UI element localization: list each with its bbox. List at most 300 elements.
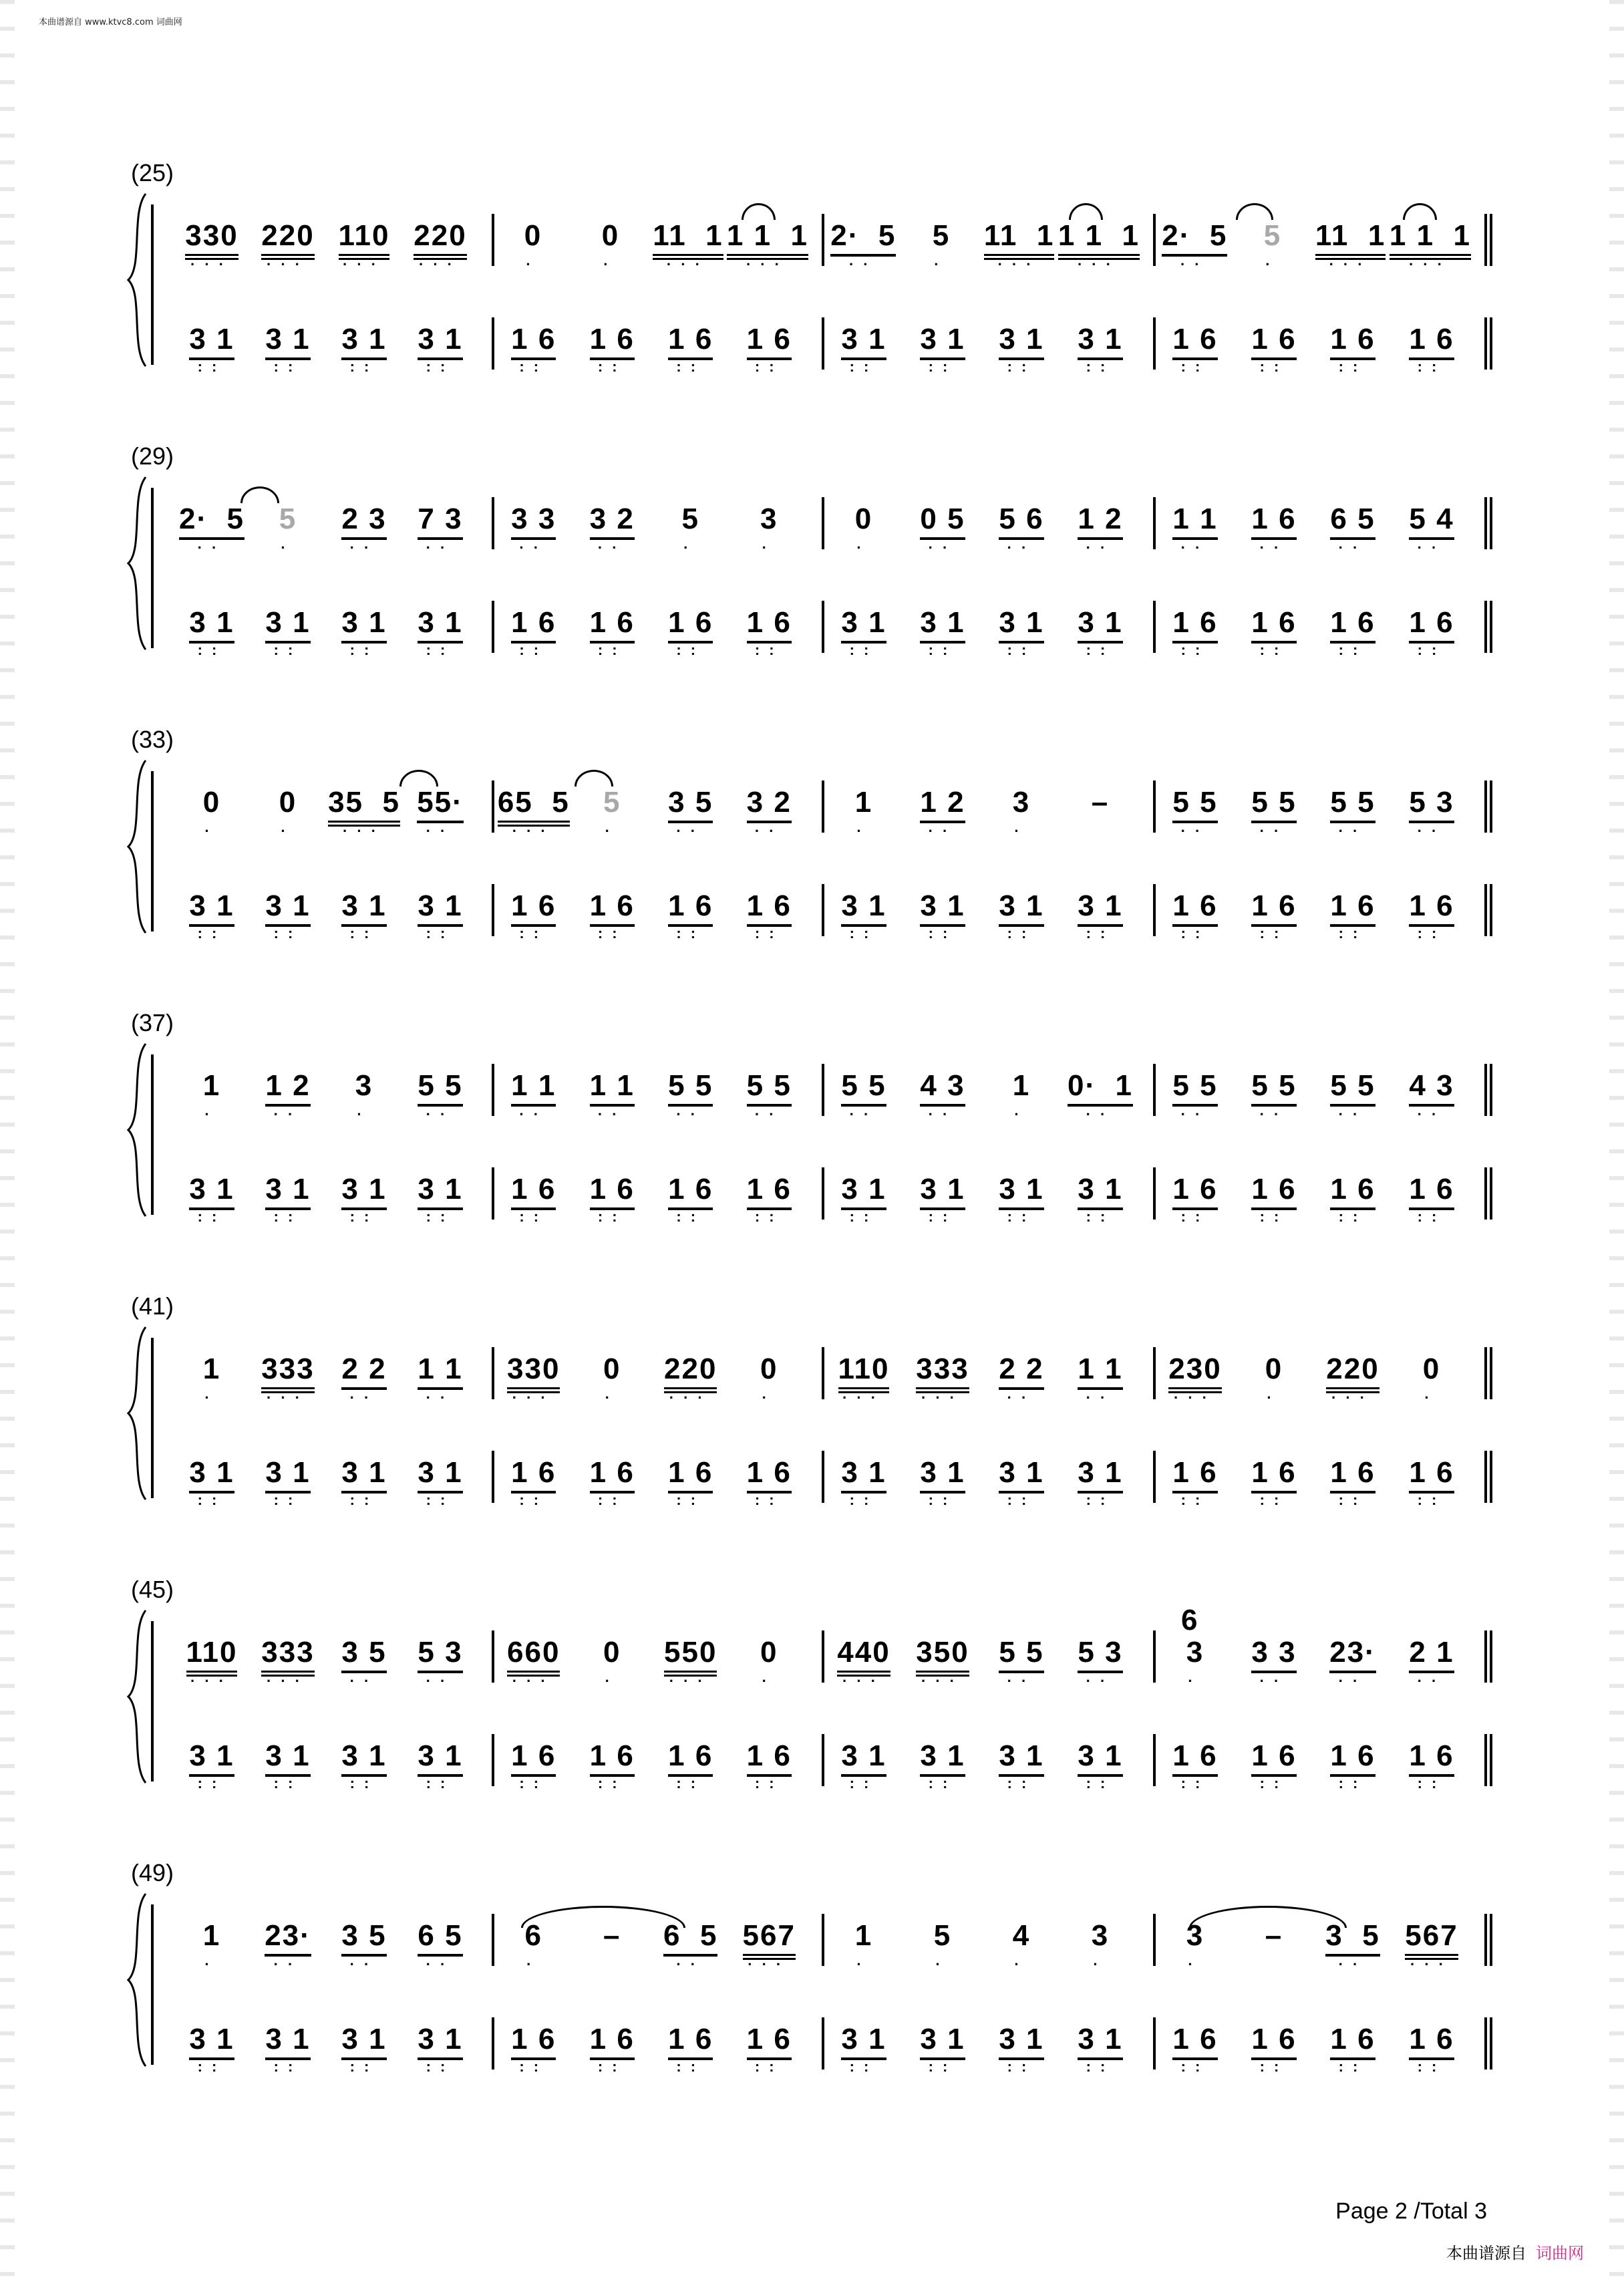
note-text: 11 1 — [984, 219, 1054, 260]
note-text: 1 6 — [590, 889, 635, 927]
note-group — [1392, 786, 1471, 839]
note-group — [824, 1069, 903, 1123]
note-text: 1 6 — [747, 1456, 792, 1493]
note-group — [1313, 1456, 1392, 1508]
octave-dots: :: — [849, 2058, 878, 2075]
treble-measure — [174, 1069, 478, 1129]
note-group — [1392, 1352, 1471, 1406]
octave-dots: :: — [1180, 358, 1210, 375]
bass-staff — [0, 1739, 1624, 1800]
note-text: 1 6 — [511, 1739, 556, 1777]
bottom-source — [1446, 2240, 1584, 2263]
note-group — [824, 889, 903, 942]
note-text: 3 5 — [341, 1919, 386, 1957]
note-text: 110 — [838, 1352, 890, 1393]
bass-measure — [494, 606, 808, 666]
treble-measure — [494, 1636, 808, 1696]
note-group — [651, 1352, 730, 1406]
note-group — [730, 606, 809, 658]
note-text: 3 1 — [1078, 889, 1122, 927]
note-text: 220 — [664, 1352, 717, 1393]
note-text: 3 1 — [265, 1456, 310, 1493]
note-dots: ·· — [1180, 823, 1210, 839]
note-text: 1 6 — [511, 1173, 556, 1210]
octave-dots: :: — [849, 1208, 878, 1225]
note-text: 550 — [664, 1636, 717, 1677]
note-text: 110 — [186, 1636, 238, 1677]
note-text: 1 2 — [920, 786, 965, 823]
octave-dots: :: — [928, 925, 957, 942]
note-dots: ··· — [267, 1389, 309, 1406]
note-text: 660 — [507, 1636, 560, 1677]
note-dots: ··· — [1410, 1956, 1453, 1973]
barline — [1484, 884, 1487, 936]
barline — [1484, 1630, 1487, 1683]
barline — [1490, 1630, 1492, 1683]
note-text: 1 6 — [747, 889, 792, 927]
note-dots: ·· — [1007, 539, 1036, 556]
octave-dots: :: — [273, 2058, 303, 2075]
note-group — [494, 323, 573, 375]
note-dots: ·· — [1259, 1106, 1289, 1123]
note-group — [326, 889, 402, 942]
octave-dots: :: — [1338, 1775, 1367, 1792]
note-group — [651, 323, 730, 375]
note-text: 6 5 — [1330, 503, 1375, 540]
octave-dots: :: — [1086, 1208, 1115, 1225]
note-text: 0 — [279, 786, 297, 819]
note-dots: ·· — [928, 823, 957, 839]
bass-measure — [494, 2023, 808, 2083]
bass-staff — [0, 1456, 1624, 1516]
note-group — [1061, 1352, 1140, 1406]
barline — [1490, 1914, 1492, 1966]
note-text: 3 1 — [841, 1456, 886, 1493]
note-text: 1 — [854, 786, 873, 819]
note-group — [1389, 219, 1472, 273]
note-text: – — [1265, 1919, 1283, 1952]
note-dots: ·· — [1338, 1956, 1367, 1973]
note-text: 5 5 — [841, 1069, 886, 1107]
octave-dots: :: — [1007, 358, 1036, 375]
note-dots: · — [762, 1673, 776, 1689]
note-group — [402, 1173, 478, 1225]
treble-measure — [824, 1352, 1140, 1413]
note-group — [1392, 1069, 1471, 1123]
note-dots: ·· — [928, 539, 957, 556]
note-text: 3 2 — [747, 786, 792, 823]
note-dots: · — [856, 539, 871, 556]
note-text: 1 6 — [511, 323, 556, 360]
note-text: 3 1 — [341, 2023, 386, 2060]
bass-measure — [494, 1456, 808, 1516]
note-group — [250, 786, 326, 839]
note-text: 1 6 — [747, 323, 792, 360]
note-group — [250, 503, 326, 556]
note-group — [1061, 606, 1140, 658]
treble-staff — [0, 219, 1624, 279]
tie — [742, 203, 776, 220]
octave-dots: :: — [519, 1775, 548, 1792]
treble-staff — [0, 503, 1624, 563]
note-dots: ··· — [1331, 1389, 1374, 1406]
bass-measure — [824, 323, 1140, 383]
octave-dots: :: — [273, 925, 303, 942]
tie — [399, 770, 438, 787]
octave-dots: :: — [519, 2058, 548, 2075]
note-group — [1061, 1739, 1140, 1792]
note-dots: ··· — [746, 256, 789, 273]
note-group — [174, 1739, 250, 1792]
octave-dots: :: — [849, 1491, 878, 1508]
note-text: 3 1 — [265, 2023, 310, 2060]
note-text: 11 1 — [653, 219, 723, 260]
note-group — [1392, 1173, 1471, 1225]
barline — [822, 317, 824, 370]
note-dots: ··· — [419, 256, 462, 273]
note-group — [326, 1636, 402, 1689]
note-text: 0 — [603, 1636, 621, 1669]
note-dots: ·· — [349, 539, 379, 556]
note-text: 3 1 — [189, 1173, 234, 1210]
treble-measure — [174, 503, 478, 563]
note-text: 3 3 — [1251, 1636, 1296, 1673]
barline — [1490, 1167, 1492, 1220]
note-text: 3 1 — [265, 1739, 310, 1777]
octave-dots: :: — [754, 1775, 784, 1792]
octave-dots: :: — [273, 358, 303, 375]
note-group — [824, 219, 903, 273]
octave-dots: :: — [519, 1491, 548, 1508]
octave-dots: :: — [676, 1208, 705, 1225]
note-text: 3 1 — [1078, 606, 1122, 644]
note-text: 3 1 — [265, 889, 310, 927]
bottom-source-text: 本曲谱源自 — [1446, 2244, 1526, 2263]
octave-dots: :: — [1086, 2058, 1115, 2075]
note-text: 1 6 — [1330, 1739, 1375, 1777]
note-dots: · — [603, 256, 618, 273]
note-text: 11 1 — [1315, 219, 1386, 260]
bass-measure — [1156, 2023, 1471, 2083]
note-text: 0 — [760, 1352, 778, 1385]
octave-dots: :: — [1417, 358, 1446, 375]
octave-dots: :: — [676, 1491, 705, 1508]
page-footer: Page 2 /Total 3 — [1335, 2198, 1487, 2224]
barline — [822, 1734, 824, 1786]
note-group — [250, 323, 326, 375]
barline — [1484, 2017, 1487, 2069]
note-group — [726, 219, 808, 273]
note-group — [326, 786, 402, 839]
note-dots: ·· — [1180, 1106, 1210, 1123]
barline — [1490, 1451, 1492, 1503]
note-group — [903, 1352, 982, 1406]
note-text: 3 — [1012, 786, 1031, 819]
note-text: 3 1 — [920, 1456, 965, 1493]
note-dots: ··· — [1174, 1389, 1216, 1406]
treble-measure — [174, 1636, 478, 1696]
note-text: 5 5 — [668, 1069, 713, 1107]
measure-number: (33) — [131, 726, 174, 753]
note-text: 3 1 — [418, 1456, 462, 1493]
octave-dots: :: — [849, 358, 878, 375]
bass-measure — [1156, 606, 1471, 666]
note-group — [824, 1739, 903, 1792]
octave-dots: :: — [1007, 1208, 1036, 1225]
tie — [1236, 203, 1273, 220]
note-group — [1156, 1739, 1235, 1792]
note-dots: ··· — [748, 1956, 791, 1973]
note-text: 5 — [603, 786, 621, 819]
note-dots: ·· — [1259, 1673, 1289, 1689]
note-group — [1156, 606, 1235, 658]
note-text: 3 1 — [418, 606, 462, 644]
bass-staff — [0, 2023, 1624, 2083]
barline — [1490, 1734, 1492, 1786]
note-text: 3 1 — [999, 323, 1043, 360]
note-group — [573, 1173, 652, 1225]
note-dots: ··· — [666, 256, 709, 273]
note-text: 110 — [339, 219, 390, 260]
barline — [1153, 1734, 1156, 1786]
note-text: 1 6 — [747, 2023, 792, 2060]
note-group — [1392, 503, 1471, 556]
barline — [1153, 1914, 1156, 1966]
note-group — [730, 2023, 809, 2075]
bass-measure — [174, 606, 478, 666]
note-group — [824, 1636, 903, 1689]
note-dots: ·· — [426, 1106, 455, 1123]
note-dots: · — [1267, 1389, 1281, 1406]
barline — [492, 1914, 494, 1966]
barline — [1490, 601, 1492, 653]
octave-dots: :: — [597, 641, 627, 658]
barline — [822, 601, 824, 653]
note-text: 3 1 — [265, 606, 310, 644]
note-text: 1 6 — [1251, 323, 1296, 360]
note-dots: ·· — [1007, 1389, 1036, 1406]
note-text: 5 5 — [999, 1636, 1043, 1673]
treble-measure — [824, 1919, 1140, 1979]
note-dots: ··· — [190, 256, 233, 273]
barline — [1490, 317, 1492, 370]
note-text: 1 6 — [747, 1173, 792, 1210]
note-group — [174, 323, 250, 375]
note-text: 3 1 — [341, 606, 386, 644]
note-group — [982, 1173, 1061, 1225]
octave-dots: :: — [197, 358, 226, 375]
note-text: 1 1 1 — [1390, 219, 1471, 260]
treble-measure — [824, 503, 1140, 563]
note-group — [1313, 786, 1392, 839]
octave-dots: :: — [849, 925, 878, 942]
octave-dots: :: — [426, 358, 455, 375]
chord-upper-note: 6 — [1181, 1604, 1198, 1636]
note-group — [494, 219, 572, 273]
note-dots: ·· — [1417, 1106, 1446, 1123]
octave-dots: :: — [519, 358, 548, 375]
note-text: 3 1 — [999, 1173, 1043, 1210]
note-group — [1156, 503, 1235, 556]
note-dots: · — [762, 539, 776, 556]
note-text: 65 5 — [498, 786, 570, 827]
note-group — [1156, 786, 1235, 839]
barline — [1490, 1347, 1492, 1399]
note-group — [1311, 219, 1390, 273]
note-group — [982, 1069, 1061, 1123]
barline — [1484, 1734, 1487, 1786]
octave-dots: :: — [928, 1208, 957, 1225]
note-text: 3 1 — [341, 1739, 386, 1777]
barline — [492, 1064, 494, 1116]
note-group — [982, 606, 1061, 658]
note-text: 1 6 — [668, 1173, 713, 1210]
note-text: 3 1 — [265, 323, 310, 360]
note-text: 3 1 — [999, 1739, 1043, 1777]
note-group — [903, 2023, 982, 2075]
note-group — [903, 889, 982, 942]
bass-measure — [174, 323, 478, 383]
note-dots: ·· — [676, 1106, 705, 1123]
note-text: – — [603, 1919, 621, 1952]
note-dots: ·· — [1086, 1673, 1115, 1689]
note-group — [402, 1352, 478, 1406]
barline — [1484, 1347, 1487, 1399]
note-group — [824, 503, 903, 556]
note-text: 0 — [760, 1636, 778, 1669]
note-group — [174, 1069, 250, 1123]
barline — [1153, 2017, 1156, 2069]
note-dots: ·· — [519, 539, 548, 556]
note-text: 0 — [1422, 1352, 1441, 1385]
note-group — [494, 1456, 573, 1508]
octave-dots: :: — [1007, 1491, 1036, 1508]
note-group — [1235, 1173, 1313, 1225]
note-text: 1 6 — [668, 323, 713, 360]
note-group — [1313, 1739, 1392, 1792]
barline — [1490, 214, 1492, 266]
note-group — [649, 219, 727, 273]
measure-number: (37) — [131, 1009, 174, 1036]
octave-dots: :: — [519, 925, 548, 942]
note-text: 6 5 — [418, 1919, 462, 1957]
note-group — [824, 606, 903, 658]
treble-measure — [174, 1352, 478, 1413]
barline — [1484, 780, 1487, 833]
treble-measure — [174, 1919, 478, 1979]
note-dots: ·· — [597, 1106, 627, 1123]
note-group — [326, 606, 402, 658]
octave-dots: :: — [197, 2058, 226, 2075]
note-text: 220 — [1326, 1352, 1379, 1393]
note-text: 3 1 — [999, 606, 1043, 644]
note-group — [174, 1456, 250, 1508]
barline — [822, 780, 824, 833]
note-dots: ··· — [267, 1673, 309, 1689]
note-text: 6 — [524, 1919, 542, 1952]
note-dots: ·· — [1180, 256, 1209, 273]
octave-dots: :: — [1180, 1208, 1210, 1225]
barline — [1153, 1451, 1156, 1503]
note-group — [651, 1069, 730, 1123]
note-text: 3 1 — [841, 1739, 886, 1777]
note-text: 1 6 — [1330, 323, 1375, 360]
note-text: 1 6 — [1251, 889, 1296, 927]
barline — [822, 497, 824, 549]
treble-measure — [824, 219, 1140, 279]
note-group — [982, 1739, 1061, 1792]
treble-measure — [494, 503, 808, 563]
octave-dots: :: — [1180, 1775, 1210, 1792]
note-group — [903, 606, 982, 658]
note-dots: ·· — [426, 823, 455, 839]
note-dots: ·· — [426, 1956, 455, 1973]
barline — [822, 2017, 824, 2069]
note-text: 4 3 — [920, 1069, 965, 1107]
octave-dots: :: — [928, 1491, 957, 1508]
octave-dots: :: — [273, 1208, 303, 1225]
note-group — [824, 323, 903, 375]
bass-staff — [0, 1173, 1624, 1233]
note-group — [494, 1636, 573, 1689]
note-group — [730, 503, 809, 556]
bass-measure — [494, 1739, 808, 1800]
note-text: 3 1 — [418, 323, 462, 360]
note-text: 1 6 — [1251, 2023, 1296, 2060]
barline — [822, 1630, 824, 1683]
note-dots: ··· — [997, 256, 1041, 273]
note-text: 3 1 — [999, 1456, 1043, 1493]
note-text: 1 1 — [590, 1069, 635, 1107]
note-group — [982, 1352, 1061, 1406]
note-group — [982, 323, 1061, 375]
bass-measure — [494, 889, 808, 950]
note-group — [730, 889, 809, 942]
note-dots: ··· — [1408, 256, 1452, 273]
note-dots: ·· — [754, 1106, 784, 1123]
note-group — [1392, 889, 1471, 942]
note-group — [824, 1173, 903, 1225]
octave-dots: :: — [1180, 641, 1210, 658]
note-dots: ·· — [1338, 823, 1367, 839]
note-group — [651, 1636, 730, 1689]
note-text: 1 6 — [1330, 1173, 1375, 1210]
note-text: 1 6 — [1251, 1173, 1296, 1210]
note-dots: ·· — [1417, 539, 1446, 556]
note-group — [250, 1456, 326, 1508]
note-dots: · — [1424, 1389, 1439, 1406]
note-group — [1061, 1919, 1140, 1973]
note-dots: ·· — [1259, 539, 1289, 556]
bass-measure — [824, 889, 1140, 950]
note-text: 35 5 — [328, 786, 400, 827]
octave-dots: :: — [273, 1775, 303, 1792]
note-group — [326, 2023, 402, 2075]
note-text: 1 6 — [1330, 889, 1375, 927]
note-text: 330 — [185, 219, 238, 260]
note-group — [572, 219, 649, 273]
note-group — [573, 323, 652, 375]
note-text: 3 5 — [668, 786, 713, 823]
note-text: 2 3 — [341, 503, 386, 540]
note-text: 3 1 — [920, 1739, 965, 1777]
note-text: 1 6 — [1172, 1456, 1217, 1493]
note-text: 1 6 — [1251, 606, 1296, 644]
note-group — [1235, 1739, 1313, 1792]
note-group — [174, 1919, 250, 1973]
note-text: 567 — [1405, 1919, 1458, 1960]
note-text: 5 3 — [1409, 786, 1454, 823]
